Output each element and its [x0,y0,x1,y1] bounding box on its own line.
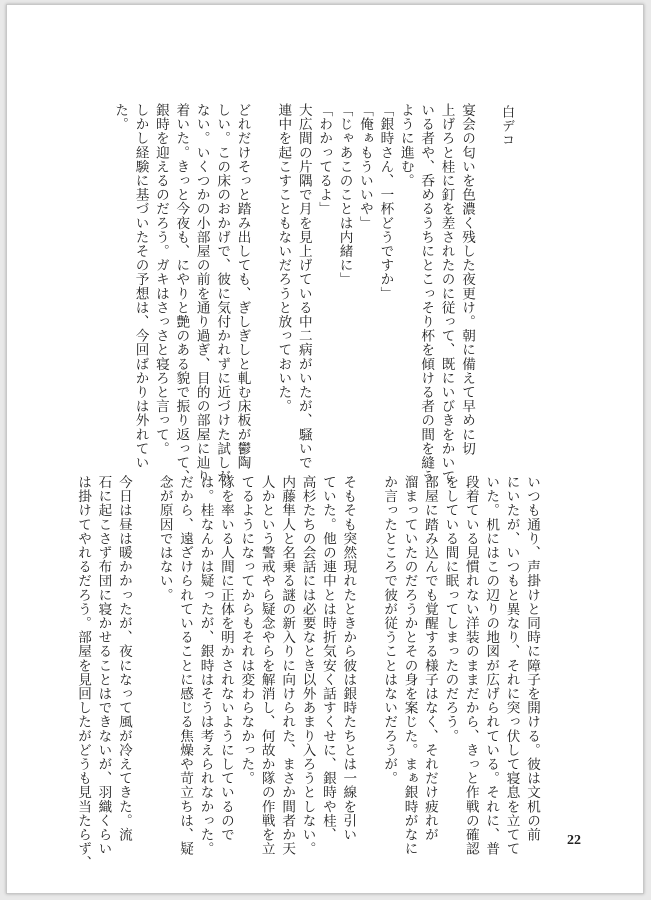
bottom-text-block [75,475,542,870]
text-line: いる者や、呑めるうちにとこっそり杯を傾ける者の間を縫う [418,103,435,484]
text-line: にいたが、いつもと異なり、それに突っ伏して寝息を立てて [503,475,520,856]
text-line: 銀時を迎えるのだろう。ガキはさっさと寝ろと言って。 [152,103,169,456]
text-line: た。 [112,103,129,132]
text-line: いつも通り、声掛けと同時に障子を開ける。彼は文机の前 [524,475,540,842]
text-line: は。桂なんかは疑ったが、銀時はそうは考えられなかった。 [197,475,214,856]
text-line: 部屋に踏み込んでも覚醒する様子はなく、それだけ疲れが [421,475,438,842]
text-line: 「銀時さん、一杯どうですか」 [377,103,394,301]
text-line: 連中を起こすこともないだろうと放っておいた。 [275,103,292,414]
text-line: 着いた。きっと今夜も、にやりと艶のある貌で振り返って、 [173,103,190,484]
text-line: 上げろと桂に釘を差されたのに従って、既にいびきをかいて [438,103,455,484]
book-page [6,4,644,894]
text-line: 内藤隼人と名乗る謎の新入りに向けられた、まさか間者か天 [279,475,296,856]
blank-line [134,475,154,815]
text-line: だから、遠ざけられていることに感じる焦燥や苛立ちは、疑 [177,475,194,856]
text-line: 大広間の片隅で月を見上げている中二病がいたが、騒いで [295,103,312,470]
text-line: 「俺ぁもういいや」 [356,103,373,230]
page-number: 22 [567,833,581,848]
text-line: てるようになってからもそれは変わらなかった。 [238,475,255,786]
text-line: 人かという警戒やら疑念やらを解消し、何故か隊の作戦を立 [258,475,275,856]
text-line: どれだけそっと踏み出しても、ぎしぎしと軋む床板が鬱陶 [234,103,251,470]
text-line: か言ったところで彼が従うことはないだろうが。 [381,475,398,786]
text-line: そもそも突然現れたときから彼は銀時たちとは一線を引い [340,475,357,842]
text-line: 溜まっていたのだろうかとその身を案じた。まぁ銀時がなに [401,475,418,856]
top-text-block [112,103,477,484]
text-line: 「じゃあこのことは内緒に」 [336,103,353,287]
running-head: 白デコ [499,105,514,147]
text-line: は掛けてやれるだろう。部屋を見回したがどうも見当たらず、 [75,475,92,870]
text-line: 石に起こさず布団に寝かせることはできないが、羽織くらい [95,475,112,856]
text-line: ていた。他の連中とは時折気安く話すくせに、銀時や桂、 [319,475,336,842]
text-line: 隊を率いる人間に正体を明かされないようにしているので [217,475,234,842]
text-line: ように進む。 [397,103,414,188]
text-line: ない。いくつかの小部屋の前を通り過ぎ、目的の部屋に辿り [193,103,210,484]
text-line: 念が原因ではない。 [156,475,173,602]
text-line: しい。この床のおかげで、彼に気付かれずに近づけた試しが [214,103,231,484]
text-line: しかし経験に基づいたその予想は、今回ばかりは外れてい [132,103,149,470]
blank-line [358,475,378,815]
text-line: をしている間に眠ってしまったのだろう。 [442,475,459,743]
text-line: いた。机にはこの辺りの地図が広げられている。それに、普 [483,475,500,856]
text-line: 高杉たちの会話には必要なとき以外あまり入ろうとしない。 [299,475,316,856]
text-line: 段着ている見慣れない洋装のままだから、きっと作戦の確認 [462,475,479,856]
text-line: 宴会の匂いを色濃く残した夜更け。朝に備えて早めに切 [459,103,475,456]
blank-line [253,103,273,435]
text-line: 「わかってるよ」 [316,103,333,216]
text-line: 今日は昼は暖かかったが、夜になって風が冷えてきた。流 [115,475,132,842]
